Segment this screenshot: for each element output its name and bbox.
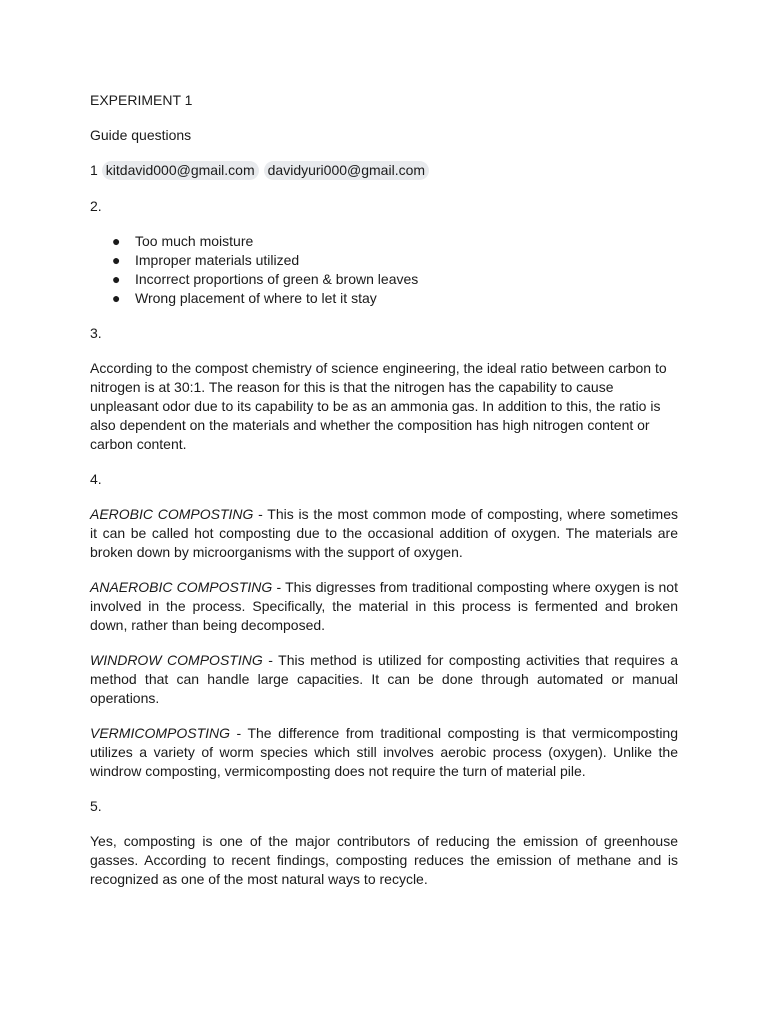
list-item [90,270,678,289]
question-5-number: 5. [90,798,102,814]
question-4-number: 4. [90,471,102,487]
list-item [90,232,678,251]
bullet-icon: ● [112,252,121,268]
windrow-composting-text: - This method is utilized for composting activities that requires a method that can handle large capacities. It can be done through automated or manual operations. [90,652,678,706]
guide-questions-heading: Guide questions [90,127,192,143]
list-item [90,251,678,270]
email-chip-2[interactable]: davidyuri000@gmail.com [264,161,429,180]
list-item-text: Too much moisture [135,233,254,249]
question-3-number: 3. [90,325,102,341]
document-page [90,91,678,905]
vermicomposting-paragraph [90,724,678,781]
email-chip-1[interactable]: kitdavid000@gmail.com [102,161,259,180]
question-2-number: 2. [90,198,102,214]
document-title: EXPERIMENT 1 [90,92,193,108]
bullet-icon: ● [112,233,121,249]
question-5-answer: Yes, composting is one of the major contributors of reducing the emission of greenhouse gasses. According to recent findings, composting reduces the emission of methane and is recognized as one of the most natural ways to recycle. [90,833,678,887]
windrow-composting-paragraph [90,651,678,708]
question-3-answer: According to the compost chemistry of science engineering, the ideal ratio between carbon to nitrogen is at 30:1. The reason for this is that the nitrogen has the capability to cause unpleasant odor due to its capability to be as an ammonia gas. In addition to this, the ratio is also dependent on the materials and whether the composition has high nitrogen content or carbon content. [90,360,667,452]
list-item-text: Wrong placement of where to let it stay [135,290,377,306]
vermicomposting-term: VERMICOMPOSTING [90,725,231,741]
bullet-icon: ● [112,271,121,287]
anaerobic-composting-paragraph [90,578,678,635]
vermicomposting-text: - The difference from traditional composting is that vermicomposting utilizes a variety of worm species which still involves aerobic process (oxygen). Unlike the windrow composting, vermicomposting does not require the turn of material pile. [90,725,678,779]
question-2-list [90,232,678,308]
list-item [90,289,678,308]
aerobic-composting-paragraph [90,505,678,562]
windrow-composting-term: WINDROW COMPOSTING [90,652,263,668]
list-item-text: Incorrect proportions of green & brown leaves [135,271,419,287]
aerobic-composting-text: - This is the most common mode of composting, where sometimes it can be called hot composting due to the occasional addition of oxygen. The materials are broken down by microorganisms with the support of oxygen. [90,506,678,560]
question-1-number: 1 [90,162,98,178]
anaerobic-composting-term: ANAEROBIC COMPOSTING [90,579,273,595]
question-1 [90,161,678,180]
list-item-text: Improper materials utilized [135,252,300,268]
aerobic-composting-term: AEROBIC COMPOSTING [90,506,254,522]
bullet-icon: ● [112,290,121,306]
anaerobic-composting-text: - This digresses from traditional composting where oxygen is not involved in the process. Specifically, the material in this process is fermented and broken down, rather than being decomposed. [90,579,678,633]
